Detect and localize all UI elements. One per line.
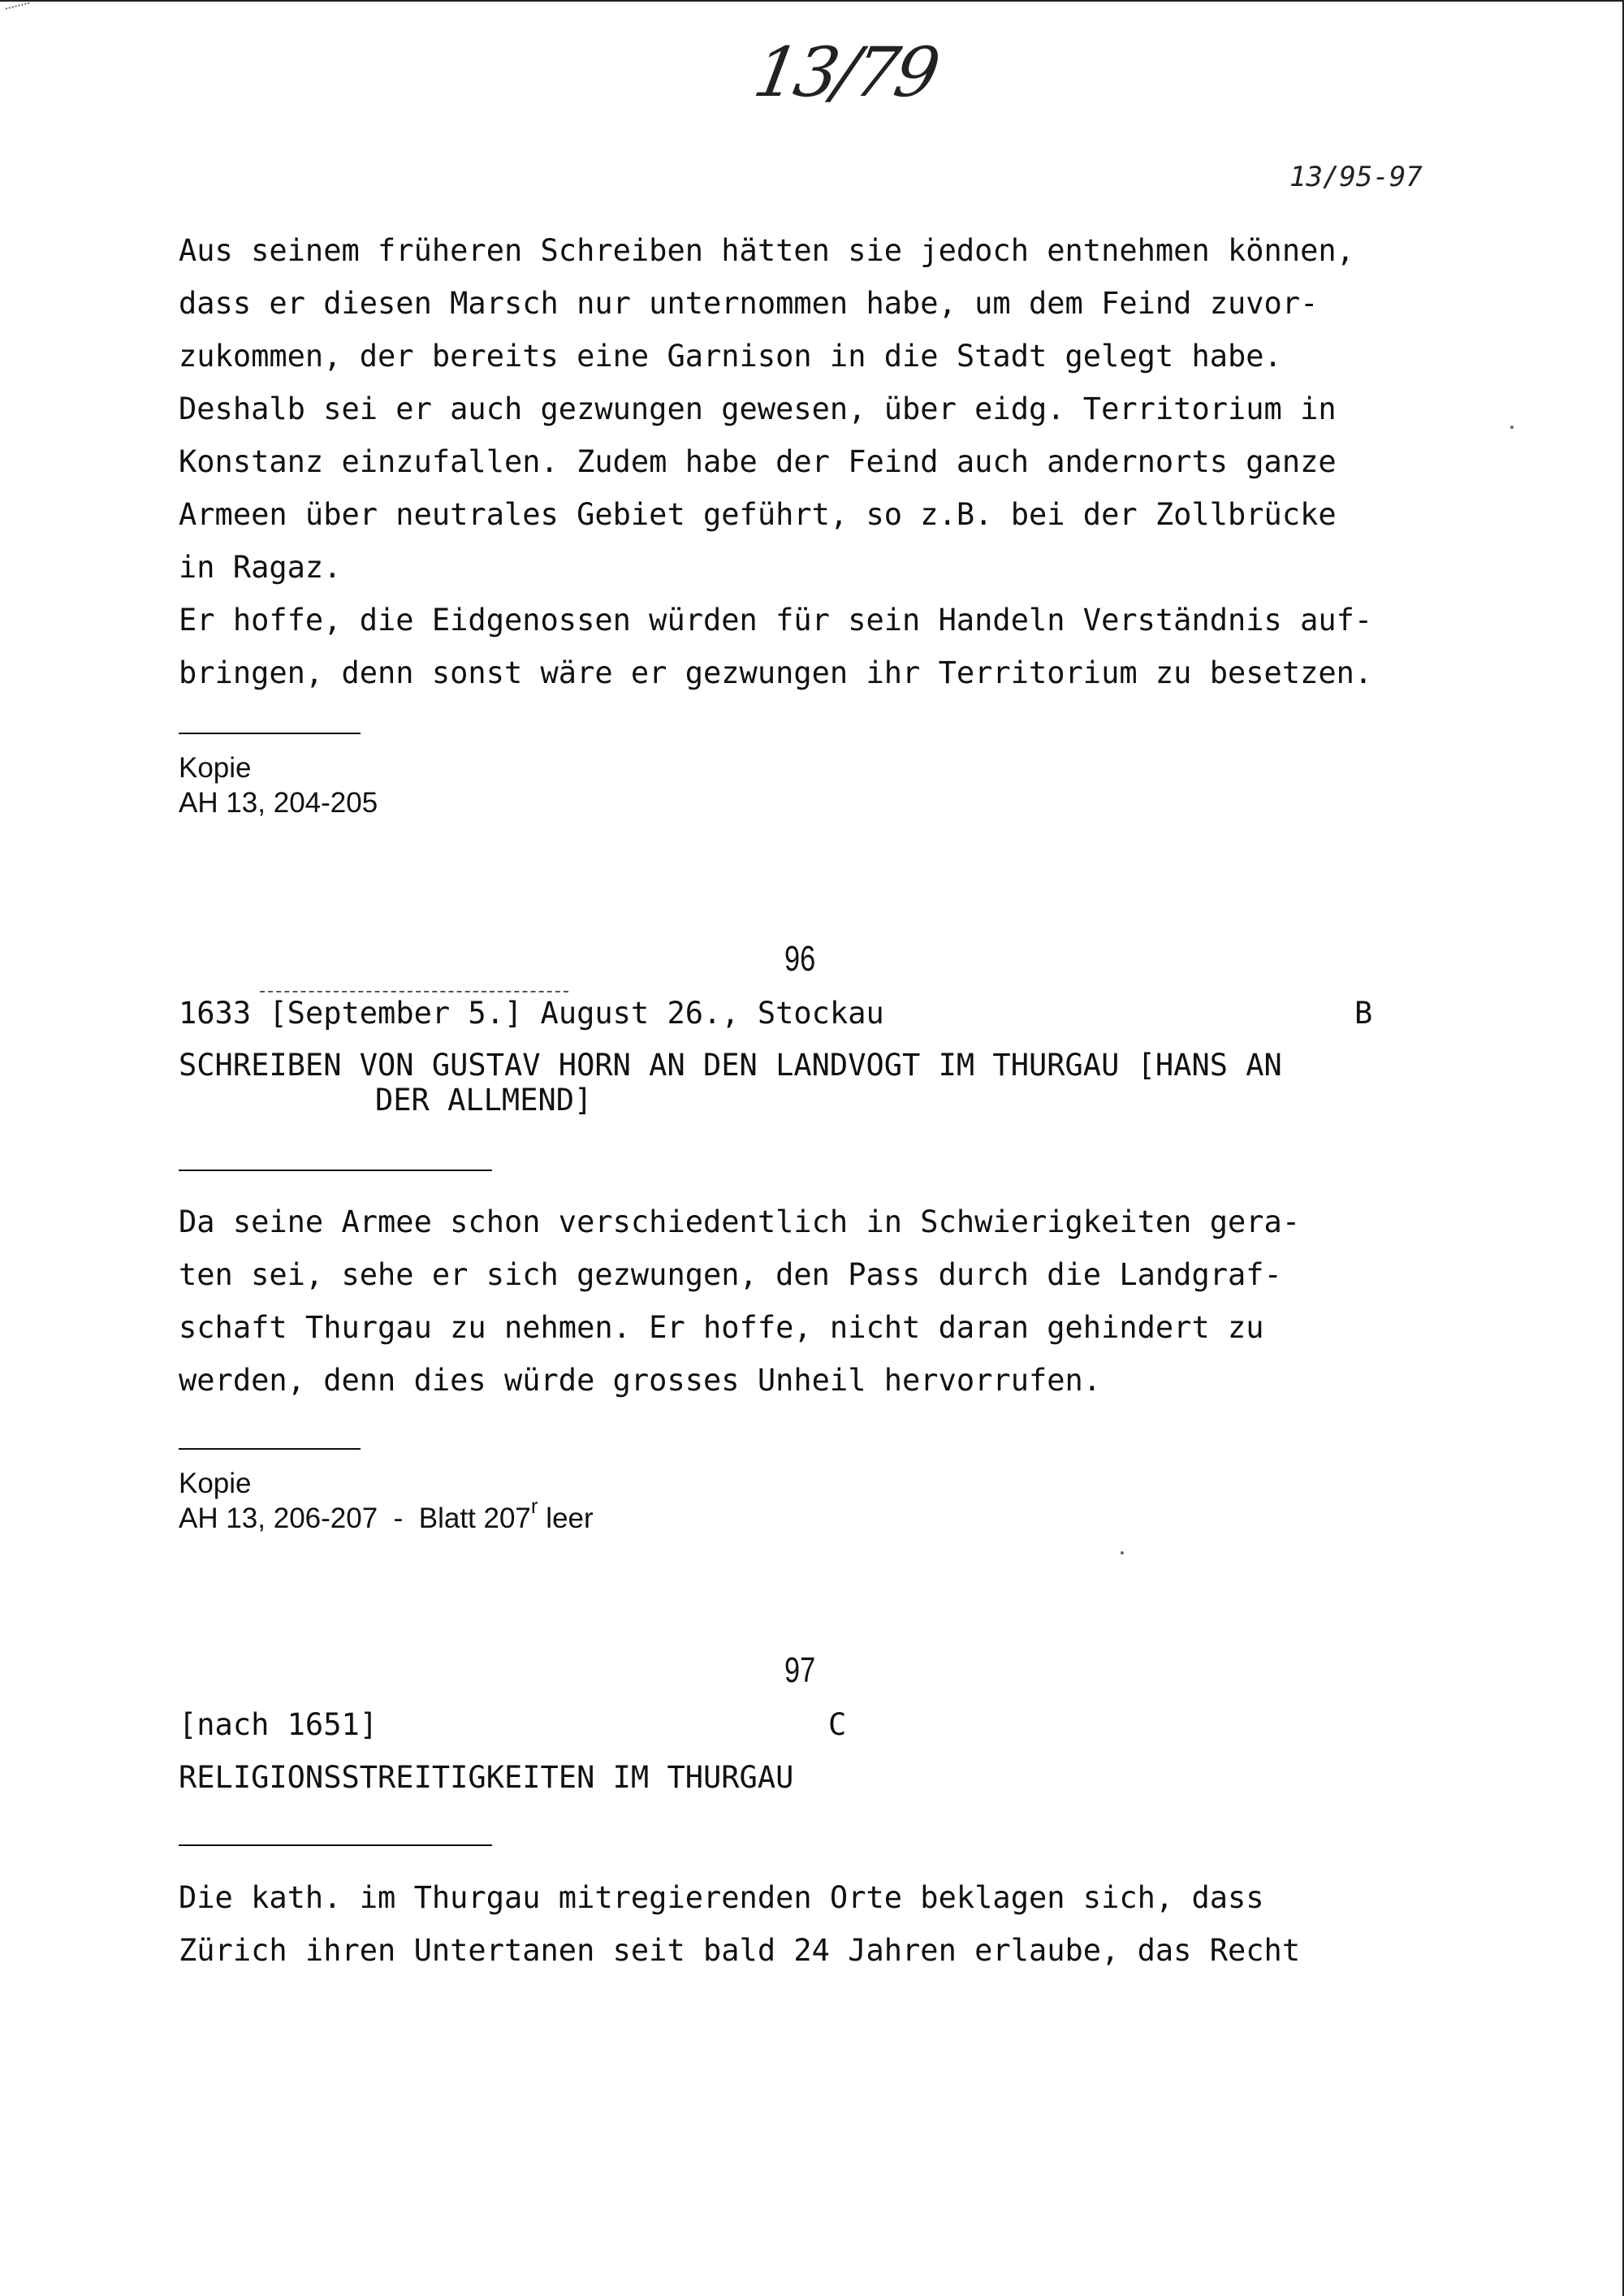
text-line: Armeen über neutrales Gebiet geführt, so z.B. bei der Zollbrücke bbox=[179, 497, 1337, 532]
text-line: Zürich ihren Untertanen seit bald 24 Jahren erlaube, das Recht bbox=[179, 1933, 1301, 1968]
document-date-line bbox=[179, 996, 884, 1031]
text-line: Aus seinem früheren Schreiben hätten sie jedoch entnehmen können, bbox=[179, 233, 1354, 268]
text-line: Deshalb sei er auch gezwungen gewesen, über eidg. Territorium in bbox=[179, 391, 1337, 426]
source-blatt: Blatt 207 bbox=[418, 1503, 531, 1534]
text-line: Die kath. im Thurgau mitregierenden Orte beklagen sich, dass bbox=[179, 1880, 1264, 1915]
text-line: werden, denn dies würde grosses Unheil hervorrufen. bbox=[179, 1363, 1102, 1398]
document-date: [nach 1651] bbox=[179, 1707, 378, 1742]
document-category: C bbox=[828, 1707, 847, 1742]
title-rule bbox=[179, 1170, 492, 1171]
source-separator: - bbox=[393, 1503, 404, 1534]
document-title-line-1: SCHREIBEN VON GUSTAV HORN AN DEN LANDVOGT IM THURGAU [HANS AN bbox=[179, 1048, 1282, 1083]
document-title: RELIGIONSSTREITIGKEITEN IM THURGAU bbox=[179, 1760, 794, 1795]
document-title-line-2: DER ALLMEND] bbox=[375, 1083, 593, 1118]
source-leer: leer bbox=[546, 1503, 594, 1534]
date-year: 1633 bbox=[179, 996, 252, 1031]
handwritten-archive-number: 13/79 bbox=[748, 32, 943, 112]
source-reference-line bbox=[179, 1494, 594, 1538]
source-type: Kopie bbox=[179, 1468, 252, 1499]
source-superscript: r bbox=[530, 1494, 538, 1518]
text-line: Da seine Armee schon verschiedentlich in Schwierigkeiten gera- bbox=[179, 1204, 1301, 1239]
source-reference: AH 13, 206-207 bbox=[179, 1503, 378, 1534]
text-line: dass er diesen Marsch nur unternommen habe, um dem Feind zuvor- bbox=[179, 286, 1319, 321]
page-reference: 13/95-97 bbox=[1289, 161, 1423, 193]
title-rule bbox=[179, 1844, 492, 1846]
text-line: ten sei, sehe er sich gezwungen, den Pass durch die Landgraf- bbox=[179, 1257, 1282, 1292]
overstrike-marks bbox=[260, 991, 568, 992]
footnote-rule bbox=[179, 733, 361, 734]
document-category: B bbox=[1354, 996, 1373, 1031]
scan-speck bbox=[1121, 1551, 1124, 1554]
document-number: 97 bbox=[784, 1650, 816, 1690]
footnote-rule bbox=[179, 1448, 361, 1450]
text-line: Konstanz einzufallen. Zudem habe der Feind auch andernorts ganze bbox=[179, 444, 1337, 479]
text-line: zukommen, der bereits eine Garnison in die Stadt gelegt habe. bbox=[179, 339, 1282, 374]
document-number: 96 bbox=[784, 939, 816, 979]
source-reference: AH 13, 204-205 bbox=[179, 787, 378, 819]
text-line: bringen, denn sonst wäre er gezwungen ihr Territorium zu besetzen. bbox=[179, 655, 1373, 690]
source-type: Kopie bbox=[179, 752, 252, 784]
text-line: Er hoffe, die Eidgenossen würden für sein Handeln Verständnis auf- bbox=[179, 603, 1373, 638]
date-place: August 26., Stockau bbox=[540, 996, 884, 1031]
text-line: in Ragaz. bbox=[179, 550, 342, 585]
scan-speck bbox=[1510, 426, 1514, 429]
date-bracket: [September 5.] bbox=[269, 996, 523, 1031]
text-line: schaft Thurgau zu nehmen. Er hoffe, nicht daran gehindert zu bbox=[179, 1310, 1264, 1345]
